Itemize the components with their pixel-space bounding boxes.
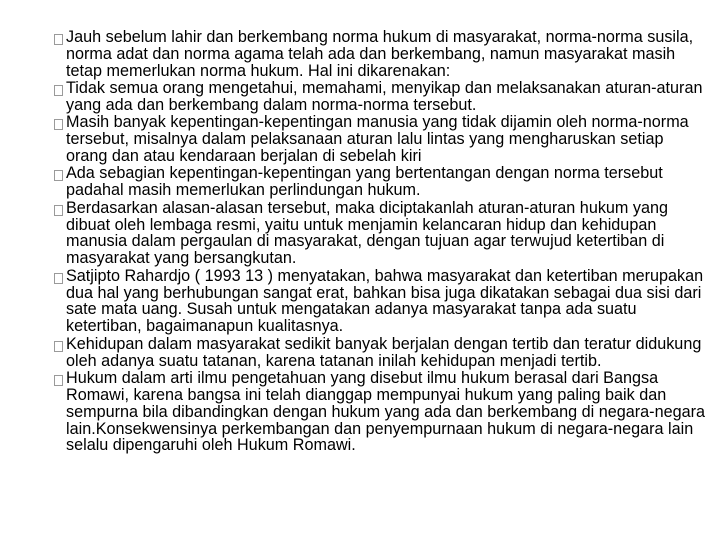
bullet-text: Berdasarkan alasan-alasan tersebut, maka diciptakanlah aturan-aturan hukum yang dibuat oleh lembaga resmi, yaitu untuk menjamin kelancaran hidup dan kehidupan manusia dalam pergaulan di masyarakat, dengan tujuan agar terwujud ketertiban di masyarakat yang bersangkutan.	[66, 198, 668, 268]
square-bullet-icon	[54, 273, 63, 284]
bullet-item	[58, 268, 708, 336]
square-bullet-icon	[54, 119, 63, 130]
bullet-item	[58, 80, 708, 114]
bullet-item	[58, 29, 708, 80]
bullet-list	[58, 29, 708, 455]
square-bullet-icon	[54, 341, 63, 352]
bullet-item	[58, 200, 708, 268]
bullet-text: Kehidupan dalam masyarakat sedikit banyak berjalan dengan tertib dan teratur didukung oleh adanya suatu tatanan, karena tatanan inilah kehidupan menjadi tertib.	[66, 334, 702, 370]
bullet-text: Jauh sebelum lahir dan berkembang norma hukum di masyarakat, norma-norma susila, norma adat dan norma agama telah ada dan berkembang, namun masyarakat masih tetap memerlukan norma hukum. Hal ini dikarenakan:	[66, 28, 694, 80]
square-bullet-icon	[54, 375, 63, 386]
square-bullet-icon	[54, 34, 63, 45]
bullet-text: Tidak semua orang mengetahui, memahami, menyikap dan melaksanakan aturan-aturan yang ada dan berkembang dalam norma-norma tersebut.	[66, 79, 703, 115]
bullet-item	[58, 165, 708, 199]
bullet-text: Hukum dalam arti ilmu pengetahuan yang disebut ilmu hukum berasal dari Bangsa Romawi, karena bangsa ini telah dianggap mempunyai hukum yang paling baik dan sempurna bila dibandingkan dengan hukum yang ada dan berkembang di negara-negara lain.Konsekwensinya perkembangan dan penyempurnaan hukum di negara-negara lain selalu dipengaruhi oleh Hukum Romawi.	[66, 368, 705, 455]
bullet-item	[58, 114, 708, 165]
bullet-text: Masih banyak kepentingan-kepentingan manusia yang tidak dijamin oleh norma-norma tersebut, misalnya dalam pelaksanaan aturan lalu lintas yang mengharuskan setiap orang dan atau kendaraan berjalan di sebelah kiri	[66, 113, 689, 166]
bullet-item	[58, 336, 708, 370]
square-bullet-icon	[54, 170, 63, 181]
bullet-text: Ada sebagian kepentingan-kepentingan yang bertentangan dengan norma tersebut padahal masih memerlukan perlindungan hukum.	[66, 164, 663, 200]
square-bullet-icon	[54, 205, 63, 216]
bullet-item	[58, 370, 708, 455]
square-bullet-icon	[54, 85, 63, 96]
bullet-text: Satjipto Rahardjo ( 1993 13 ) menyatakan, bahwa masyarakat dan ketertiban merupakan dua hal yang berhubungan sangat erat, bahkan bisa juga dikatakan sebagai dua sisi dari sate mata uang. Susah untuk mengatakan adanya masyarakat tanpa ada suatu ketertiban, bagaimanapun kualitasnya.	[66, 266, 704, 336]
